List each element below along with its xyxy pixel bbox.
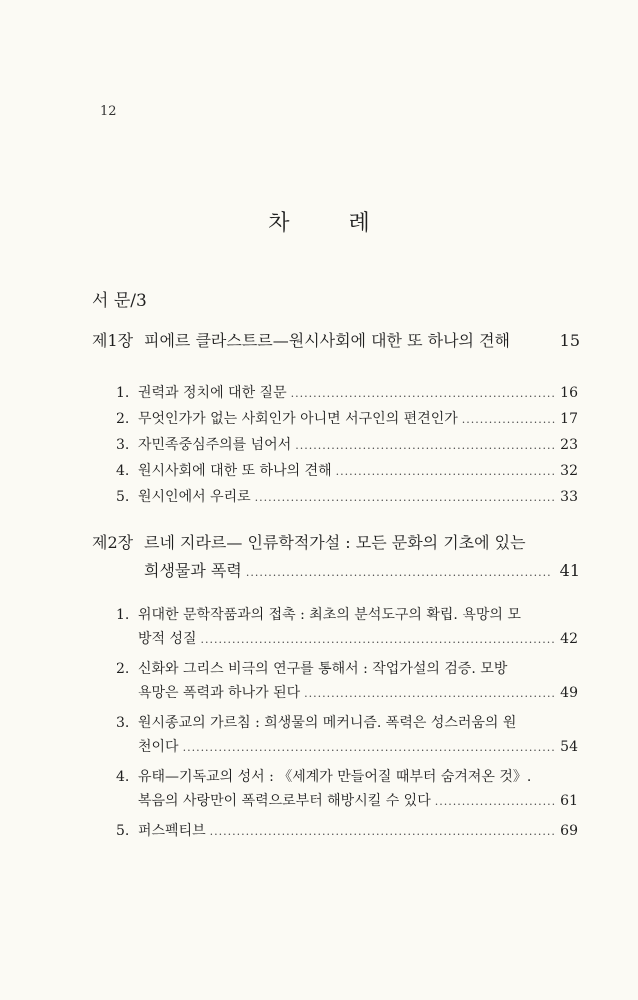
list-item: [116, 486, 578, 510]
item-title-line1: 위대한 문학작품과의 접촉 : 최초의 분석도구의 확립. 욕망의 모: [138, 607, 521, 623]
list-item: [116, 434, 578, 458]
item-title-line2: 천이다: [138, 739, 179, 755]
chapter2-title-line2: 희생물과 폭력: [144, 561, 242, 580]
item-number: 1.: [116, 607, 130, 623]
item-title: 퍼스펙티브: [138, 823, 206, 839]
item-title-line2: 복음의 사랑만이 폭력으로부터 해방시킬 수 있다: [138, 793, 431, 809]
chapter1-heading: [92, 328, 580, 356]
item-page: 23: [560, 437, 578, 453]
list-item: [116, 408, 578, 432]
item-number: 2.: [116, 411, 130, 427]
list-item: [116, 658, 578, 706]
item-page: 17: [560, 411, 578, 427]
item-title: 원시사회에 대한 또 하나의 견해: [138, 463, 332, 479]
preface-entry: 서 문/3: [92, 291, 147, 311]
item-page: 54: [560, 739, 578, 755]
leader-dots: [336, 465, 556, 478]
item-number: 3.: [116, 715, 130, 731]
item-title-line1: 유태—기독교의 성서 : 《세계가 만들어질 때부터 숨겨져온 것》.: [138, 769, 532, 785]
leader-dots: [291, 387, 556, 400]
item-page: 69: [560, 823, 578, 839]
chapter1-number: 제1장: [92, 331, 134, 350]
item-page: 42: [560, 631, 578, 647]
leader-dots: [435, 795, 556, 808]
page-number: 12: [100, 104, 117, 119]
chapter1-title: 피에르 클라스트르—원시사회에 대한 또 하나의 견해: [144, 331, 511, 350]
item-number: 4.: [116, 769, 130, 785]
list-item: [116, 820, 578, 844]
list-item: [116, 382, 578, 406]
leader-dots: [295, 439, 556, 452]
item-page: 32: [560, 463, 578, 479]
leader-dots: [255, 491, 556, 504]
item-title: 자민족중심주의를 넘어서: [138, 437, 292, 453]
toc-title: 차 례: [268, 211, 396, 236]
item-title-line2: 욕망은 폭력과 하나가 된다: [138, 685, 301, 701]
chapter2-number: 제2장: [92, 533, 134, 552]
chapter2-heading: [92, 530, 580, 586]
item-number: 5.: [116, 489, 130, 505]
item-number: 3.: [116, 437, 130, 453]
item-page: 16: [560, 385, 578, 401]
leader-dots: [210, 825, 556, 838]
item-number: 5.: [116, 823, 130, 839]
item-title: 무엇인가가 없는 사회인가 아니면 서구인의 편견인가: [138, 411, 458, 427]
item-title: 원시인에서 우리로: [138, 489, 251, 505]
leader-dots: [304, 687, 556, 700]
item-title-line1: 신화와 그리스 비극의 연구를 통해서 : 작업가설의 검증. 모방: [138, 661, 508, 677]
chapter2-items: [116, 604, 578, 850]
item-page: 33: [560, 489, 578, 505]
list-item: [116, 766, 578, 814]
leader-dots: [462, 413, 556, 426]
chapter2-page: 41: [559, 561, 580, 580]
item-title-line1: 원시종교의 가르침 : 희생물의 메커니즘. 폭력은 성스러움의 원: [138, 715, 517, 731]
leader-dots: [246, 566, 550, 579]
item-page: 49: [560, 685, 578, 701]
item-number: 1.: [116, 385, 130, 401]
chapter1-items: [116, 382, 578, 512]
item-number: 4.: [116, 463, 130, 479]
item-page: 61: [560, 793, 578, 809]
list-item: [116, 460, 578, 484]
leader-dots: [201, 633, 556, 646]
chapter1-page: 15: [559, 331, 580, 350]
list-item: [116, 604, 578, 652]
item-title-line2: 방적 성질: [138, 631, 197, 647]
list-item: [116, 712, 578, 760]
item-title: 권력과 정치에 대한 질문: [138, 385, 287, 401]
leader-dots: [183, 741, 556, 754]
item-number: 2.: [116, 661, 130, 677]
chapter2-title-line1: 르네 지라르— 인류학적가설 : 모든 문화의 기초에 있는: [144, 533, 526, 552]
